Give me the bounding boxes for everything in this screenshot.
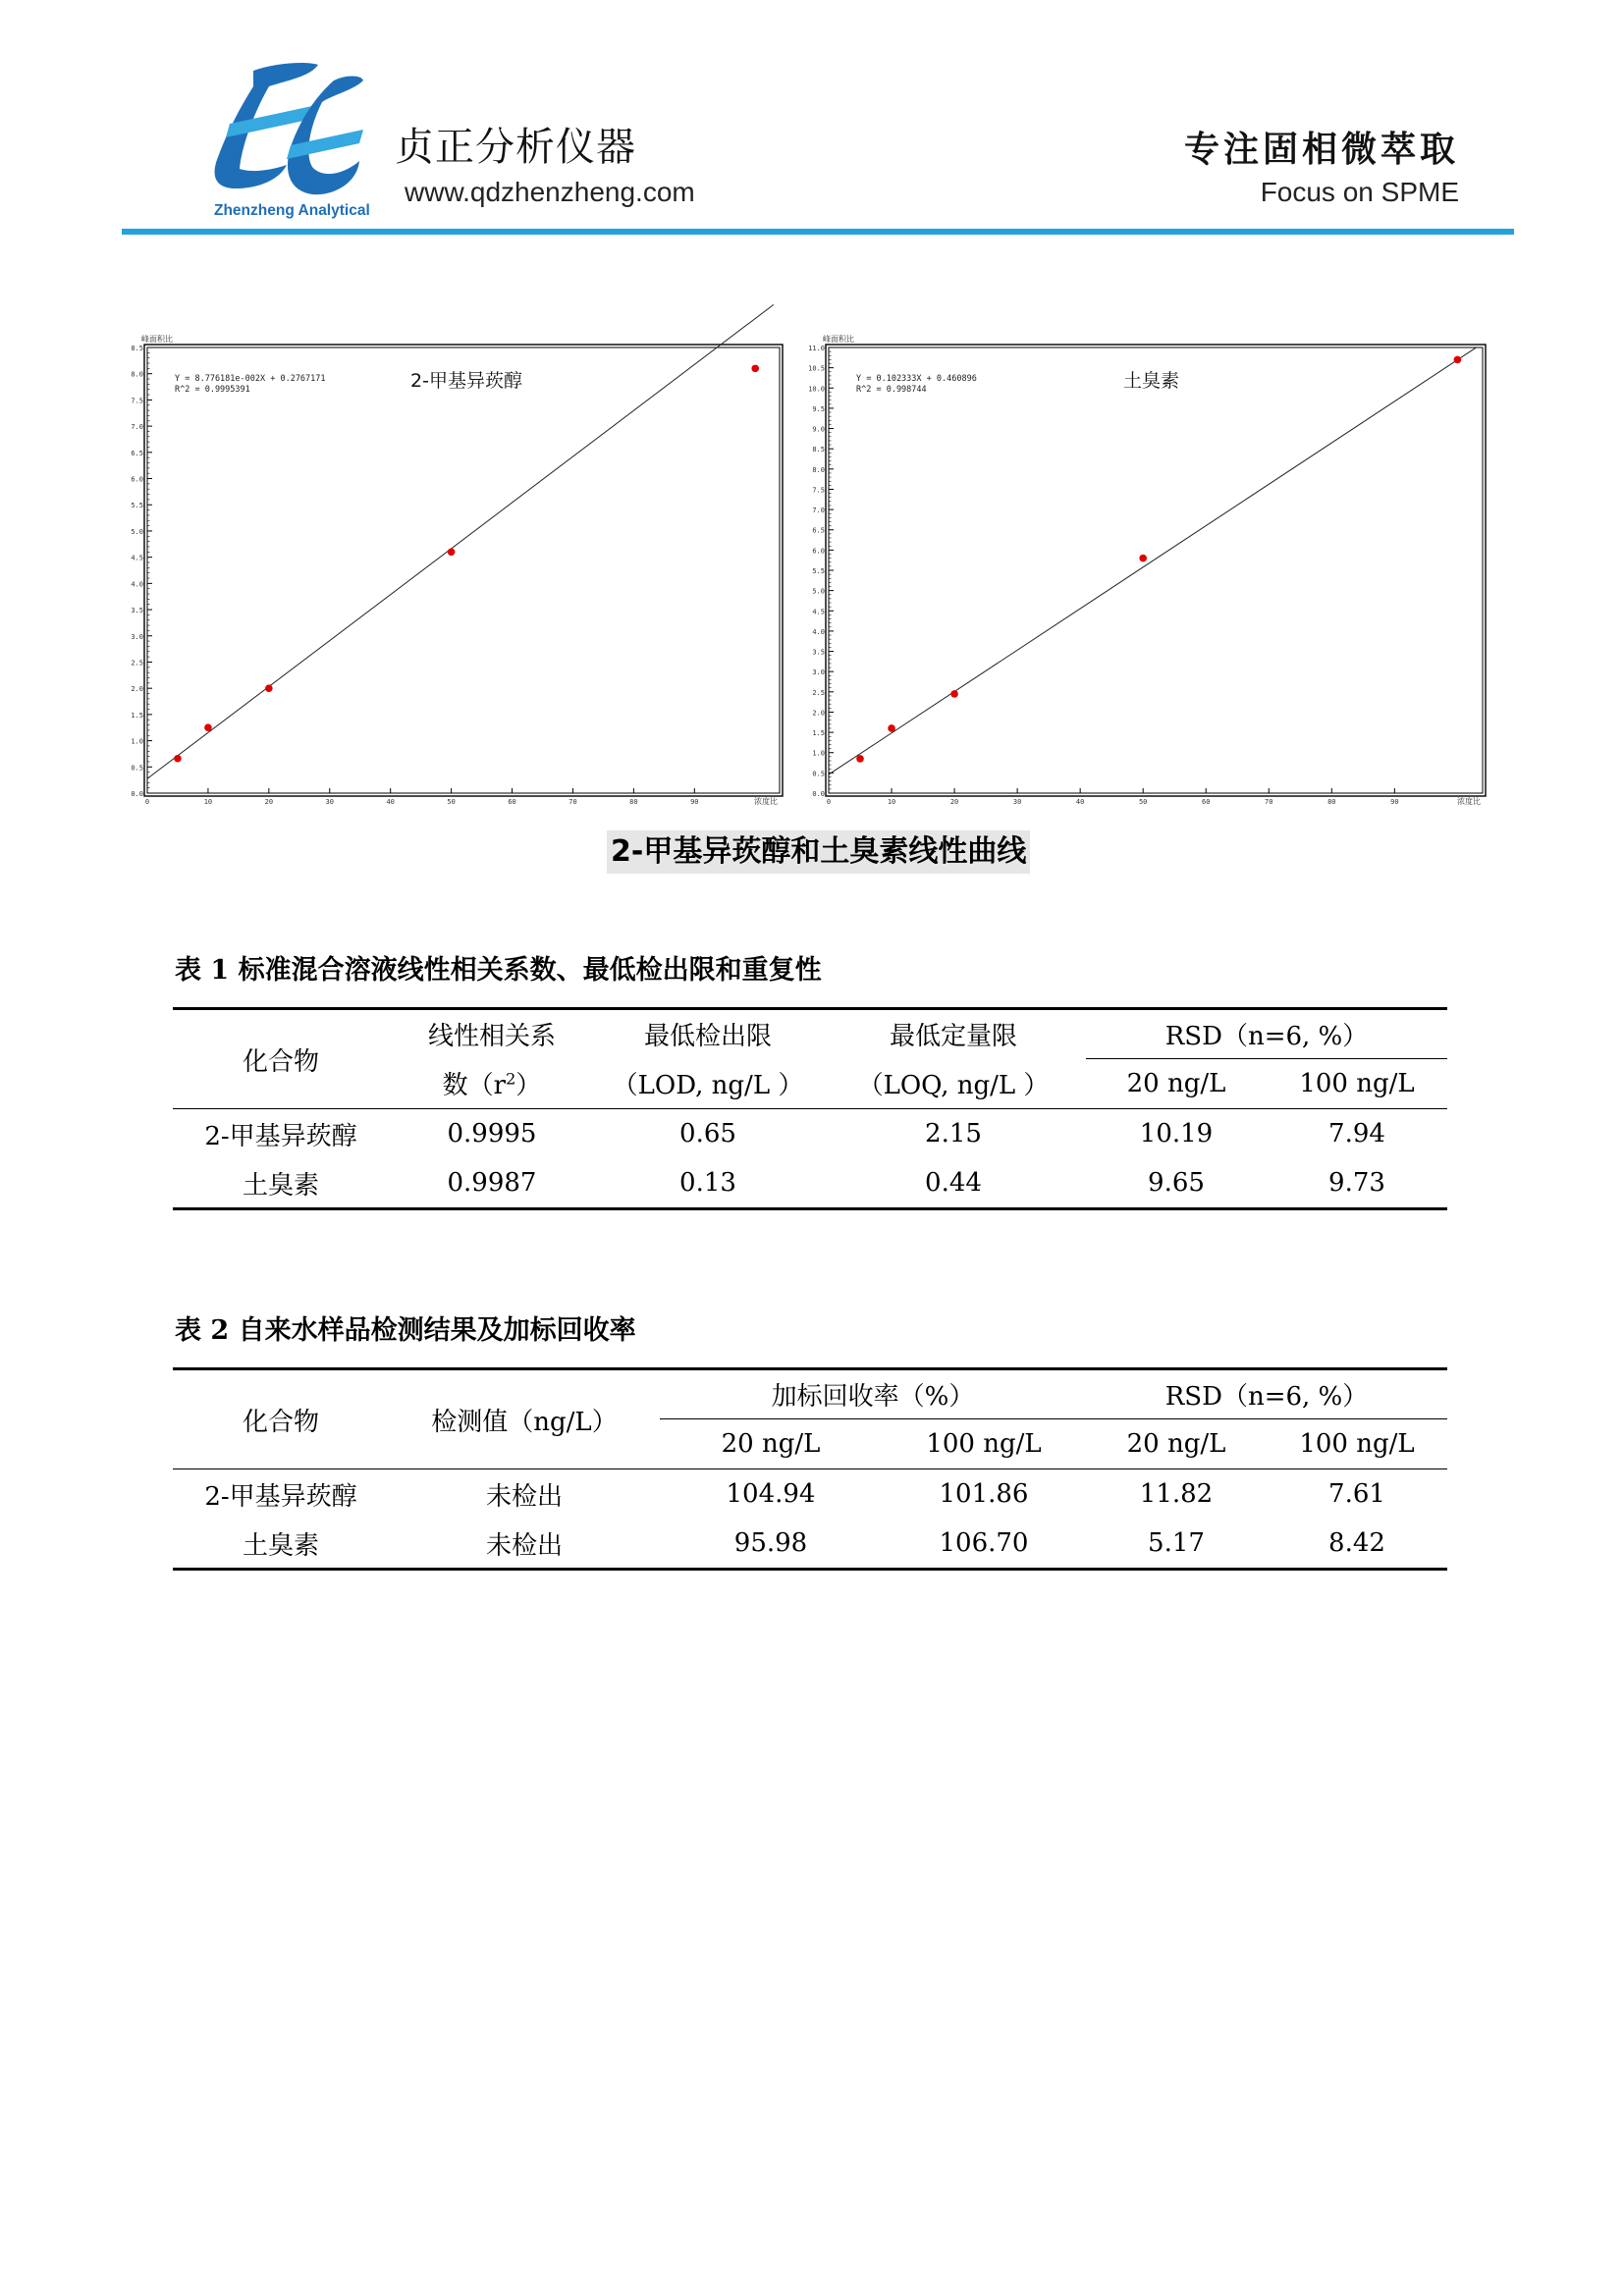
x-tick-label: 80 [629, 798, 638, 806]
t1-header-lod-line2: （LOD, ng/L ） [595, 1059, 821, 1109]
table-row [173, 1520, 1447, 1570]
regression-equation: Y = 0.102333X + 0.460896 [856, 374, 977, 384]
x-tick-label: 60 [1202, 798, 1211, 806]
y-tick-label: 5.5 [812, 567, 825, 575]
x-tick-label: 0 [826, 798, 832, 806]
t2-header-rsd-20: 20 ng/L [1086, 1419, 1267, 1469]
y-tick-label: 7.5 [131, 397, 143, 405]
x-tick-label: 90 [690, 798, 699, 806]
regression-r2: R^2 = 0.9995391 [175, 385, 250, 395]
table2 [173, 1367, 1447, 1571]
t2-cell-rsd100: 8.42 [1267, 1520, 1447, 1570]
plot-outer-frame [144, 345, 783, 796]
x-tick-label: 90 [1390, 798, 1399, 806]
t1-header-rsd-100: 100 ng/L [1267, 1059, 1447, 1109]
t2-header-rsd-100: 100 ng/L [1267, 1419, 1447, 1469]
table-row [173, 1159, 1447, 1209]
t2-cell-rsd20: 5.17 [1086, 1520, 1267, 1570]
t1-header-rsd-20: 20 ng/L [1086, 1059, 1267, 1109]
t1-cell-rsd100: 9.73 [1267, 1159, 1447, 1209]
t1-cell-lod: 0.65 [679, 1119, 736, 1149]
t1-cell-rsd100: 7.94 [1328, 1119, 1385, 1149]
x-tick-label: 20 [949, 798, 959, 806]
data-point [751, 365, 759, 373]
y-tick-label: 5.0 [131, 527, 143, 536]
x-tick-label: 40 [1075, 798, 1085, 806]
logo-caption: Zhenzheng Analytical [214, 202, 370, 219]
t2-header-rec-100: 100 ng/L [882, 1419, 1086, 1469]
x-tick-label: 0 [144, 798, 150, 806]
slogan-english: Focus on SPME [1260, 177, 1459, 207]
x-tick-label: 20 [264, 798, 274, 806]
t1-header-r2-line1: 线性相关系 [389, 1009, 595, 1059]
t2-cell-rec100: 106.70 [882, 1520, 1086, 1570]
y-tick-label: 8.0 [131, 370, 143, 379]
y-tick-label: 2.0 [131, 685, 143, 694]
y-tick-label: 3.5 [131, 607, 143, 615]
plot-outer-frame [826, 345, 1486, 796]
t1-header-loq-line1: 最低定量限 [821, 1009, 1086, 1059]
y-tick-label: 9.0 [812, 425, 825, 434]
x-tick-label: 50 [1138, 798, 1148, 806]
y-tick-label: 4.0 [131, 580, 143, 589]
y-tick-label: 6.0 [812, 547, 825, 556]
data-point [204, 723, 212, 731]
y-tick-label: 3.0 [812, 668, 825, 677]
t2-cell-compound: 土臭素 [173, 1520, 389, 1570]
data-point [265, 684, 273, 692]
y-tick-label: 1.0 [812, 749, 825, 758]
t1-cell-rsd20: 10.19 [1139, 1119, 1214, 1149]
t2-header-detected: 检测值（ng/L） [389, 1369, 660, 1469]
y-tick-label: 9.5 [812, 404, 825, 413]
t1-cell-r2: 0.9987 [389, 1159, 595, 1209]
t2-header-rsd: RSD（n=6, %） [1086, 1369, 1447, 1419]
t1-cell-loq: 2.15 [925, 1119, 982, 1149]
y-tick-label: 6.0 [131, 475, 143, 484]
x-tick-label: 10 [203, 798, 213, 806]
y-tick-label: 0.0 [131, 790, 143, 798]
y-tick-label: 3.0 [131, 632, 143, 641]
y-tick-label: 7.5 [812, 486, 825, 495]
t2-header-compound: 化合物 [173, 1369, 389, 1469]
y-tick-label: 2.5 [131, 659, 143, 667]
regression-r2: R^2 = 0.998744 [856, 385, 927, 395]
t2-cell-rec20: 95.98 [660, 1520, 882, 1570]
t2-cell-compound: 2-甲基异莰醇 [204, 1481, 357, 1512]
y-tick-label: 10.0 [808, 385, 825, 394]
y-axis-label: 峰面积比 [823, 335, 854, 344]
x-tick-label: 80 [1327, 798, 1336, 806]
regression-line [829, 347, 1477, 774]
y-tick-label: 1.5 [812, 729, 825, 738]
y-tick-label: 11.0 [808, 345, 825, 352]
y-tick-label: 6.5 [131, 449, 143, 457]
y-tick-label: 0.5 [131, 764, 143, 773]
x-tick-label: 30 [325, 798, 334, 806]
x-axis-label: 浓度比 [754, 797, 778, 806]
t2-cell-detected: 未检出 [485, 1481, 563, 1512]
t1-cell-lod: 0.13 [595, 1159, 821, 1209]
y-tick-label: 4.0 [812, 627, 825, 636]
x-tick-label: 50 [447, 798, 456, 806]
website-link[interactable]: www.qdzhenzheng.com [405, 177, 695, 207]
data-point [888, 724, 895, 732]
data-point [950, 690, 958, 698]
t2-cell-rec100: 101.86 [939, 1479, 1029, 1510]
y-tick-label: 1.0 [131, 737, 143, 746]
t2-header-recovery: 加标回收率（%） [660, 1369, 1086, 1419]
t1-header-loq-line2: （LOQ, ng/L ） [821, 1059, 1086, 1109]
y-tick-label: 8.5 [812, 446, 825, 454]
y-tick-label: 0.0 [812, 790, 825, 798]
t1-cell-r2: 0.9995 [447, 1119, 537, 1149]
x-tick-label: 60 [508, 798, 516, 806]
table1 [173, 1007, 1447, 1210]
zhenzheng-logo [196, 51, 393, 223]
page-header [0, 0, 1624, 240]
t1-header-compound: 化合物 [173, 1009, 389, 1109]
data-point [1139, 555, 1147, 562]
y-tick-label: 10.5 [808, 364, 825, 373]
x-tick-label: 70 [568, 798, 577, 806]
x-tick-label: 30 [1012, 798, 1022, 806]
figure-caption: 2-甲基异莰醇和土臭素线性曲线 [607, 830, 1030, 874]
y-tick-label: 4.5 [812, 608, 825, 616]
table1-title: 表 1 标准混合溶液线性相关系数、最低检出限和重复性 [175, 955, 822, 986]
y-tick-label: 7.0 [812, 507, 825, 515]
y-tick-label: 5.0 [812, 587, 825, 596]
x-tick-label: 10 [887, 798, 896, 806]
chart-title: 2-甲基异莰醇 [410, 370, 522, 392]
y-tick-label: 7.0 [131, 423, 143, 432]
header-divider [122, 229, 1514, 235]
data-point [856, 755, 864, 763]
chart-mib-calibration [131, 334, 791, 815]
y-tick-label: 3.5 [812, 648, 825, 657]
y-tick-label: 6.5 [812, 526, 825, 535]
t1-cell-loq: 0.44 [821, 1159, 1086, 1209]
t1-cell-compound: 2-甲基异莰醇 [204, 1121, 357, 1151]
t1-cell-rsd20: 9.65 [1086, 1159, 1267, 1209]
t1-header-r2-line2: 数$(r^2)$ [389, 1059, 595, 1109]
data-point [174, 755, 182, 763]
y-tick-label: 0.5 [812, 770, 825, 778]
t2-cell-rsd20: 11.82 [1139, 1479, 1214, 1510]
t1-cell-compound: 土臭素 [173, 1159, 389, 1209]
data-point [448, 549, 456, 557]
t1-header-rsd: RSD（n=6, %） [1086, 1009, 1447, 1059]
y-tick-label: 5.5 [131, 502, 143, 510]
slogan: 专注固相微萃取 [1183, 129, 1459, 170]
y-axis-label: 峰面积比 [141, 335, 173, 344]
y-tick-label: 8.0 [812, 465, 825, 474]
plot-frame [147, 347, 780, 793]
chart-title: 土臭素 [1123, 370, 1180, 392]
company-name: 贞正分析仪器 [395, 125, 636, 170]
data-point [1454, 356, 1462, 364]
chart-geosmin-svg [808, 334, 1494, 815]
chart-mib-svg [131, 334, 791, 815]
table-row [173, 1109, 1447, 1159]
t2-cell-rec20: 104.94 [726, 1479, 816, 1510]
y-tick-label: 8.5 [131, 345, 143, 352]
plot-frame [829, 347, 1483, 793]
y-tick-label: 1.5 [131, 711, 143, 720]
y-tick-label: 2.5 [812, 688, 825, 697]
chart-geosmin-calibration [808, 334, 1494, 815]
table-row [173, 1469, 1447, 1520]
regression-equation: Y = 8.776181e-002X + 0.2767171 [175, 374, 326, 384]
t2-cell-rsd100: 7.61 [1328, 1479, 1385, 1510]
t2-cell-detected: 未检出 [389, 1520, 660, 1570]
t2-header-rec-20: 20 ng/L [660, 1419, 882, 1469]
y-tick-label: 4.5 [131, 554, 143, 562]
x-tick-label: 40 [386, 798, 395, 806]
x-axis-label: 浓度比 [1457, 797, 1481, 806]
t1-header-lod-line1: 最低检出限 [595, 1009, 821, 1059]
table2-title: 表 2 自来水样品检测结果及加标回收率 [175, 1315, 636, 1346]
x-tick-label: 70 [1265, 798, 1273, 806]
y-tick-label: 2.0 [812, 709, 825, 718]
